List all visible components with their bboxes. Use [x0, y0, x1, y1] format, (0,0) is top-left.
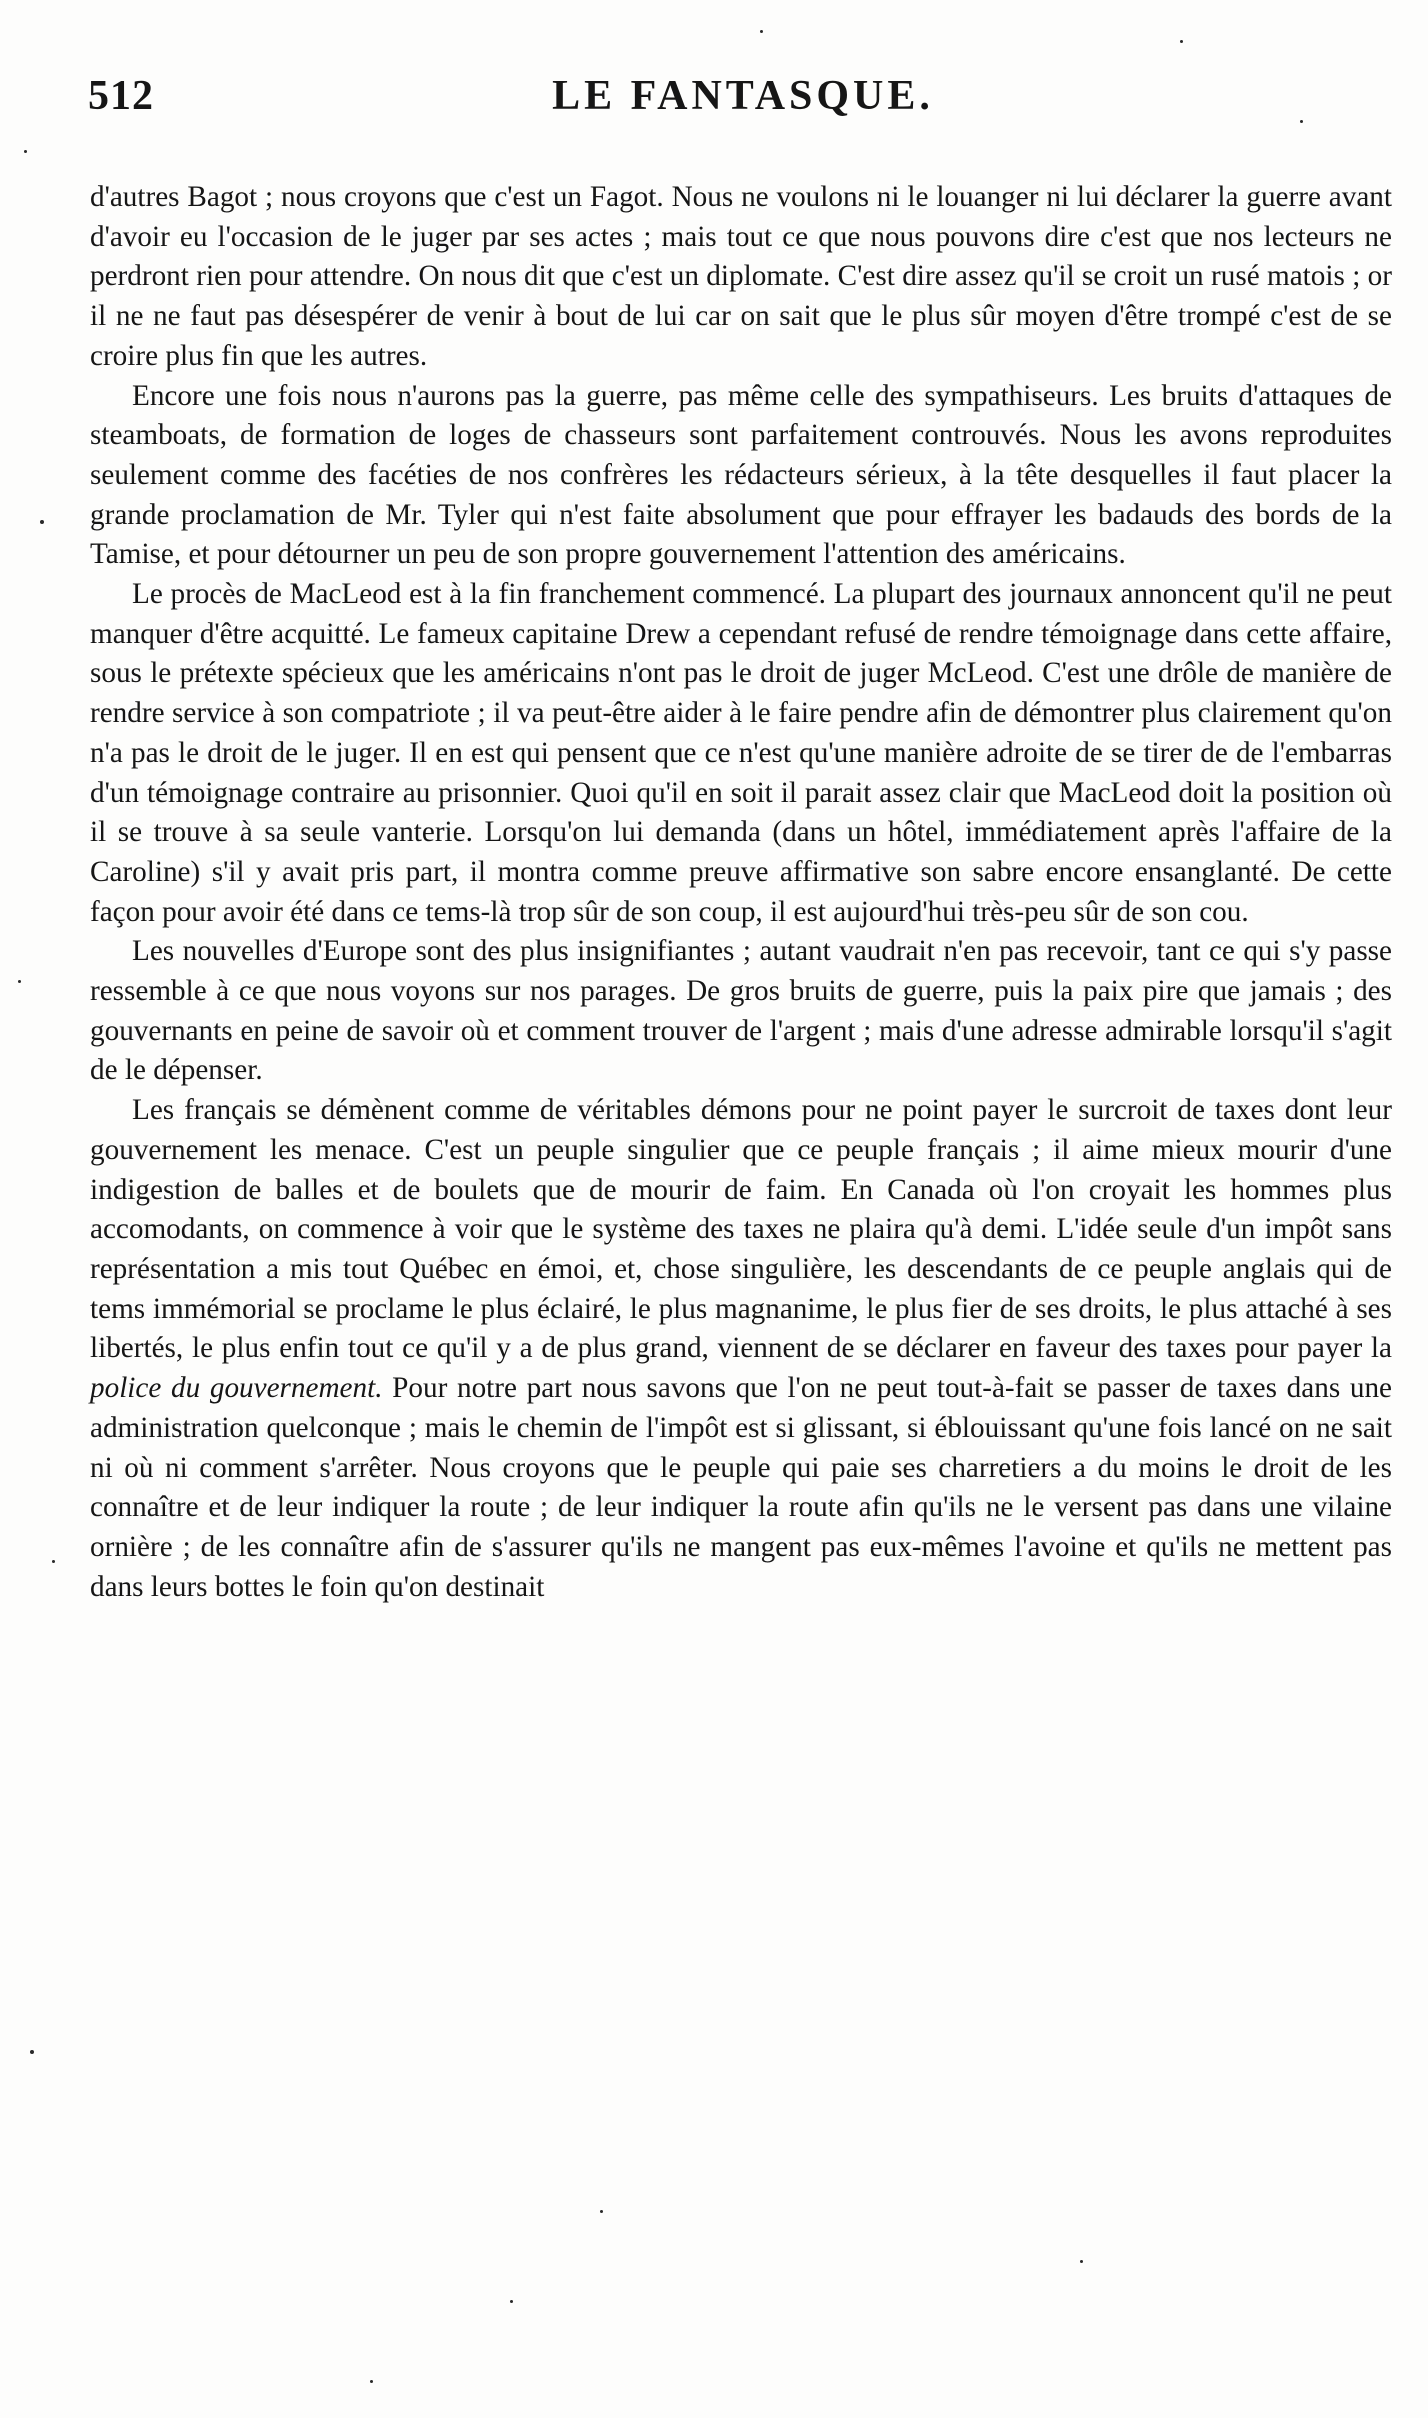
scan-speck: [510, 2300, 513, 2303]
paragraph-text-continued: Pour notre part nous savons que l'on ne peut tout-à-fait se passer de taxes dans une administration quelconque ; mais le chemin de l'impôt est si glissant, si éblouissant qu'une fois lancé on ne sait ni où ni comment s'arrêter. Nous croyons que le peuple qui paie ses charretiers a du moins le droit de les connaître et de leur indiquer la route ; de leur indiquer la route afin qu'ils ne le versent pas dans une vilaine ornière ; de les connaître afin de s'assurer qu'ils ne mangent pas eux-mêmes l'avoine et qu'ils ne mettent pas dans leurs bottes le foin qu'on destinait: [90, 1372, 1392, 1603]
page-header: [88, 72, 1398, 132]
paragraph-europe: [90, 932, 1392, 1091]
scan-speck: [760, 30, 763, 33]
paragraph-macleod: [90, 575, 1392, 932]
paragraph-text: Les français se démènent comme de véritables démons pour ne point payer le surcroit de taxes dont leur gouvernement les menace. C'est un peuple singulier que ce peuple français ; il aime mieux mourir d'une indigestion de balles et de boulets que de mourir de faim. En Canada où l'on croyait les hommes plus accomodants, on commence à voir que le système des taxes ne plaira qu'à demi. L'idée seule d'un impôt sans représentation a mis tout Québec en émoi, et, chose singulière, les descendants de ce peuple anglais qui de tems immémorial se proclame le plus éclairé, le plus magnanime, le plus fier de ses droits, le plus attaché à ses libertés, le plus enfin tout ce qu'il y a de plus grand, viennent de se déclarer en faveur des taxes pour payer la: [90, 1094, 1392, 1365]
paragraph-taxes: [90, 1091, 1392, 1607]
scan-speck: [18, 980, 21, 983]
paragraph-bagot: [90, 178, 1392, 377]
paragraph-text: Encore une fois nous n'aurons pas la guerre, pas même celle des sympathiseurs. Les bruits d'attaques de steamboats, de formation de loges de chasseurs sont parfaitement controuvés. Nous les avons reproduites seulement comme des facéties de nos confrères les rédacteurs sérieux, à la tête desquelles il faut placer la grande proclamation de Mr. Tyler qui n'est faite absolument que pour effrayer les badauds des bords de la Tamise, et pour détourner un peu de son propre gouvernement l'attention des américains.: [90, 379, 1392, 571]
scan-speck: [30, 2050, 34, 2054]
paragraph-text: d'autres Bagot ; nous croyons que c'est un Fagot. Nous ne voulons ni le louanger ni lui déclarer la guerre avant d'avoir eu l'occasion de le juger par ses actes ; mais tout ce que nous pouvons dire c'est que nos lecteurs ne perdront rien pour attendre. On nous dit que c'est un diplomate. C'est dire assez qu'il se croit un rusé matois ; or il ne ne faut pas désespérer de venir à bout de lui car on sait que le plus sûr moyen d'être trompé c'est de se croire plus fin que les autres.: [90, 181, 1392, 372]
scan-speck: [600, 2210, 603, 2213]
running-title: LE FANTASQUE.: [552, 73, 934, 119]
article-body: [90, 178, 1392, 1607]
scan-speck: [1180, 40, 1183, 43]
emphasized-phrase: police du gouvernement.: [90, 1372, 383, 1405]
paragraph-guerre: [90, 377, 1392, 576]
paragraph-text: Les nouvelles d'Europe sont des plus insignifiantes ; autant vaudrait n'en pas recevoir, tant ce qui s'y passe ressemble à ce que nous voyons sur nos parages. De gros bruits de guerre, puis la paix pire que jamais ; des gouvernants en peine de savoir où et comment trouver de l'argent ; mais d'une adresse admirable lorsqu'il s'agit de le dépenser.: [90, 935, 1392, 1087]
scan-speck: [370, 2380, 373, 2383]
scan-speck: [24, 150, 27, 153]
scan-speck: [1300, 120, 1303, 123]
page-number: 512: [88, 73, 154, 119]
scan-speck: [52, 1560, 55, 1563]
scan-speck: [40, 520, 44, 524]
scan-speck: [1080, 2260, 1083, 2263]
paragraph-text: Le procès de MacLeod est à la fin franchement commencé. La plupart des journaux annoncent qu'il ne peut manquer d'être acquitté. Le fameux capitaine Drew a cependant refusé de rendre témoignage dans cette affaire, sous le prétexte spécieux que les américains n'ont pas le droit de juger McLeod. C'est une drôle de manière de rendre service à son compatriote ; il va peut-être aider à le faire pendre afin de démontrer plus clairement qu'on n'a pas le droit de le juger. Il en est qui pensent que ce n'est qu'une manière adroite de se tirer de de l'embarras d'un témoignage contraire au prisonnier. Quoi qu'il en soit il parait assez clair que MacLeod doit la position où il se trouve à sa seule vanterie. Lorsqu'on lui demanda (dans un hôtel, immédiatement après l'affaire de la Caroline) s'il y avait pris part, il montra comme preuve affirmative son sabre encore ensanglanté. De cette façon pour avoir été dans ce tems-là trop sûr de son coup, il est aujourd'hui très-peu sûr de son cou.: [90, 578, 1392, 928]
